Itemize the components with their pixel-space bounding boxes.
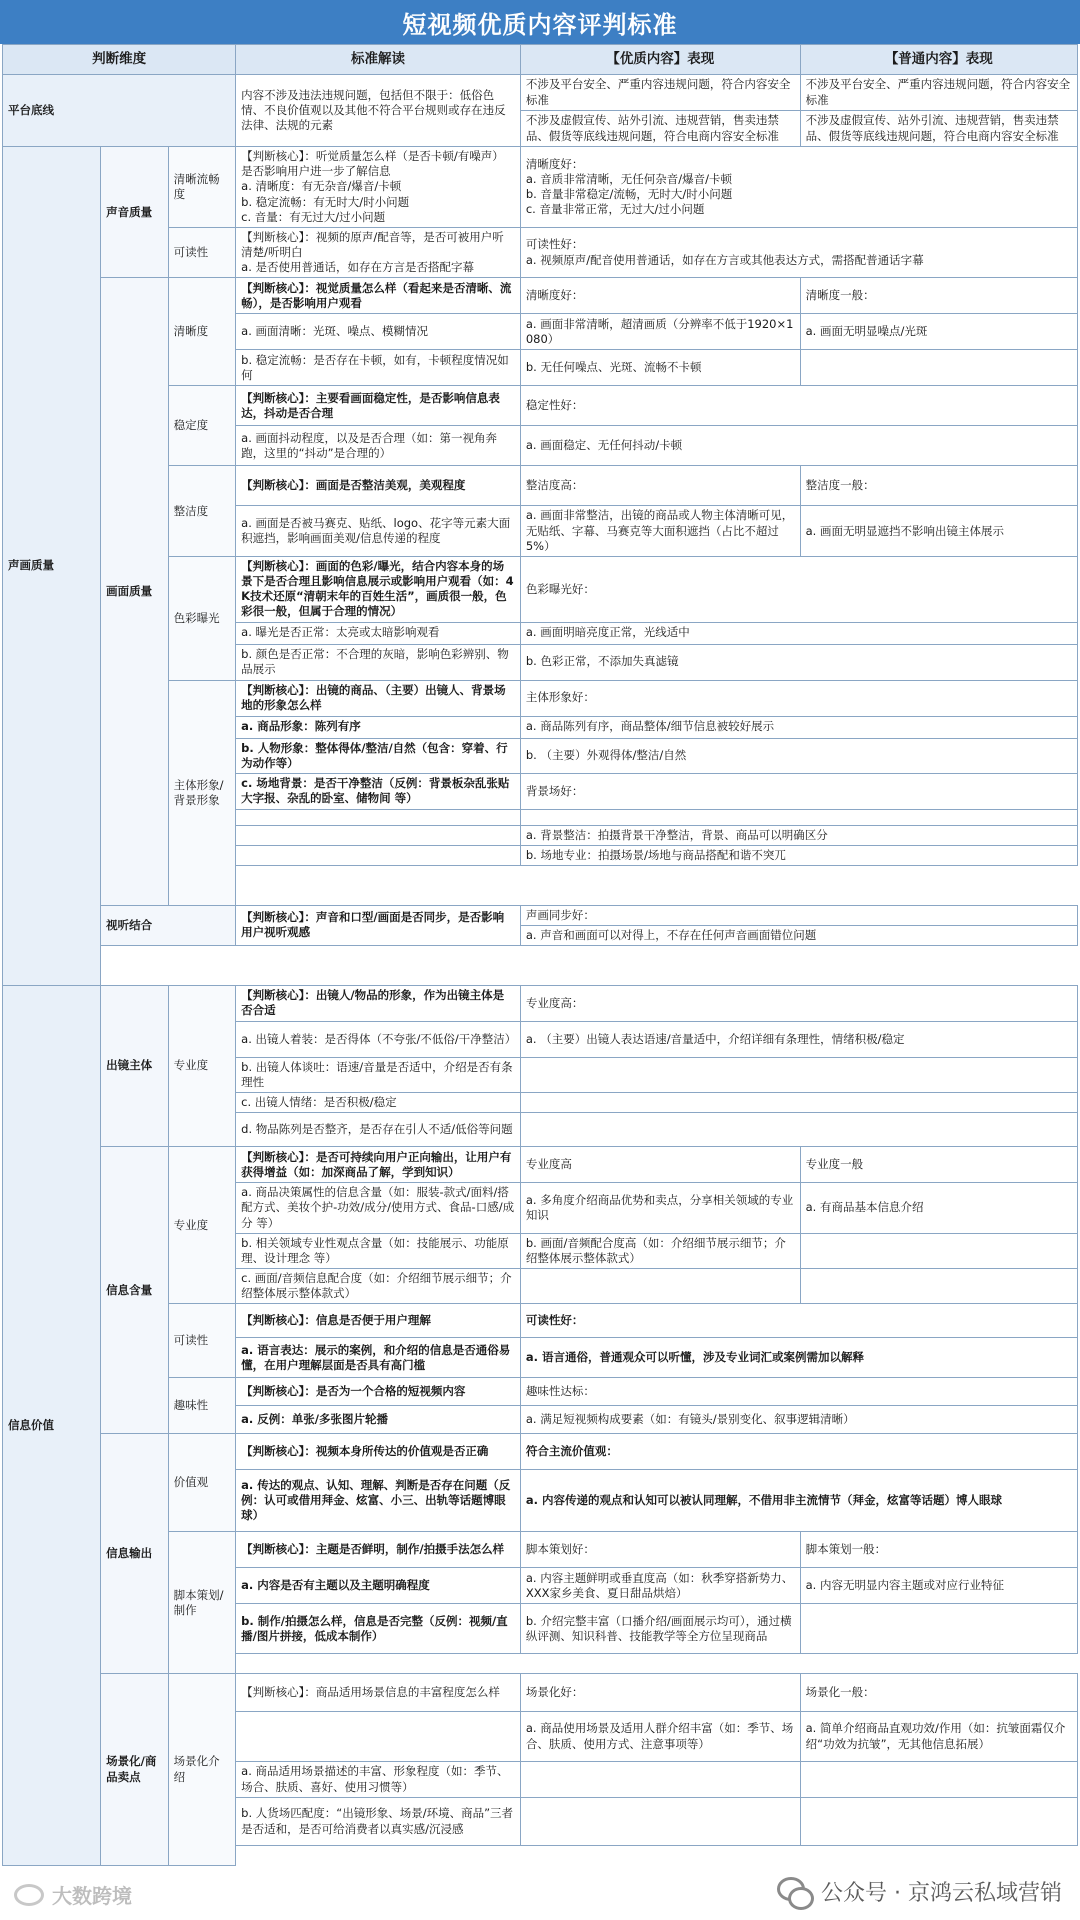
item-scene-intro: 场景化介绍 — [168, 1674, 236, 1866]
empty-cell — [800, 1233, 1077, 1268]
content-pro-a-normal: a. 有商品基本信息介绍 — [800, 1183, 1077, 1234]
empty-cell — [520, 1057, 1077, 1092]
empty-cell — [520, 1113, 1077, 1147]
content-fun-a: a. 反例：单张/多张图片轮播 — [236, 1406, 521, 1434]
empty-cell — [236, 825, 521, 845]
sub-info-output: 信息输出 — [101, 1434, 168, 1674]
col-header-normal: 【普通内容】表现 — [800, 45, 1077, 75]
section-platform: 平台底线 — [3, 75, 236, 147]
platform-desc: 内容不涉及违法违规问题，包括但不限于：低俗色情、不良价值观以及其他不符合平台规则或存在违反法律、法规的元素 — [236, 75, 521, 147]
table-row — [3, 278, 1078, 314]
output-script-normal-head: 脚本策划一般： — [800, 1532, 1077, 1568]
empty-cell — [520, 1093, 1077, 1113]
platform-good-2: 不涉及虚假宣传、站外引流、违规营销，售卖违禁品、假货等底线违规问题，符合电商内容安全标准 — [520, 111, 800, 147]
left-watermark-text: 大数跨境 — [52, 1884, 132, 1908]
platform-normal-1: 不涉及平台安全、严重内容违规问题，符合内容安全标准 — [800, 75, 1077, 111]
presenter-d: d. 物品陈列是否整齐，是否存在引人不适/低俗等问题 — [236, 1113, 521, 1147]
table-row — [3, 1434, 1078, 1470]
item-content-fun: 趣味性 — [168, 1378, 236, 1434]
empty-cell — [236, 809, 521, 825]
empty-cell — [520, 809, 1077, 825]
sound-readability-desc: 【判断核心】：视频的原声/配音等，是否可被用户听清楚/听明白 a. 是否使用普通话，如存在方言是否搭配字幕 — [236, 227, 521, 278]
picture-neatness-normal-head: 整洁度一般： — [800, 466, 1077, 506]
picture-stability-a-good: a. 画面稳定、无任何抖动/卡顿 — [520, 426, 1077, 466]
content-fun-good-head: 趣味性达标： — [520, 1378, 1077, 1406]
picture-image-good-head: 主体形象好： — [520, 680, 1077, 716]
picture-clarity-a: a. 画面清晰：光斑、噪点、模糊情况 — [236, 314, 521, 350]
sub-presenter: 出镜主体 — [101, 985, 168, 1147]
table-row — [3, 1147, 1078, 1183]
sound-readability-good: 可读性好： a. 视频原声/配音使用普通话，如存在方言或其他表达方式，需搭配普通话字幕 — [520, 227, 1077, 278]
picture-image-c-good-2: b. 场地专业：拍摄场景/场地与商品搭配和谐不突兀 — [520, 846, 1077, 866]
content-pro-a-good: a. 多角度介绍商品优势和卖点，分享相关领域的专业知识 — [520, 1183, 800, 1234]
picture-color-core: 【判断核心】：画面的色彩/曝光，结合内容本身的场景下是否合理且影响信息展示或影响用户观看（如：4K技术还原“清朝末年的百姓生活”，画质很一般，色彩很一般，但属于合理的情况） — [236, 556, 521, 622]
empty-cell — [800, 1269, 1077, 1304]
footer — [0, 1866, 1080, 1920]
picture-image-a: a. 商品形象：陈列有序 — [236, 716, 521, 738]
table-row — [3, 75, 1078, 111]
picture-neatness-core: 【判断核心】：画面是否整洁美观，美观程度 — [236, 466, 521, 506]
item-output-value: 价值观 — [168, 1434, 236, 1532]
item-sound-readability: 可读性 — [168, 227, 236, 278]
presenter-core: 【判断核心】：出镜人/物品的形象，作为出镜主体是否合适 — [236, 985, 521, 1021]
picture-neatness-a: a. 画面是否被马赛克、贴纸、logo、花字等元素大面积遮挡，影响画面美观/信息传递的程度 — [236, 506, 521, 557]
av-sync-good: a. 声音和画面可以对得上，不存在任何声音画面错位问题 — [520, 925, 1077, 945]
picture-clarity-b-good: b. 无任何噪点、光斑、流畅不卡顿 — [520, 350, 800, 386]
wechat-icon — [777, 1877, 811, 1907]
picture-stability-core: 【判断核心】：主要看画面稳定性，是否影响信息表达，抖动是否合理 — [236, 386, 521, 426]
content-read-core: 【判断核心】：信息是否便于用户理解 — [236, 1304, 521, 1338]
sub-info-scene: 场景化/商品卖点 — [101, 1674, 168, 1866]
item-picture-neatness: 整洁度 — [168, 466, 236, 557]
content-fun-a-good: a. 满足短视频构成要素（如：有镜头/景别变化、叙事逻辑清晰） — [520, 1406, 1077, 1434]
content-read-good-head: 可读性好： — [520, 1304, 1077, 1338]
picture-color-a: a. 曝光是否正常：太亮或太暗影响观看 — [236, 622, 521, 644]
sub-picture-quality: 画面质量 — [101, 278, 168, 905]
picture-clarity-good-head: 清晰度好： — [520, 278, 800, 314]
content-pro-b: b. 相关领域专业性观点含量（如：技能展示、功能原理、设计理念 等） — [236, 1233, 521, 1268]
brand-logo-icon — [14, 1884, 44, 1906]
empty-cell — [800, 1798, 1077, 1846]
picture-image-a-good: a. 商品陈列有序，商品整体/细节信息被较好展示 — [520, 716, 1077, 738]
platform-good-1: 不涉及平台安全、严重内容违规问题，符合内容安全标准 — [520, 75, 800, 111]
output-value-good-head: 符合主流价值观： — [520, 1434, 1077, 1470]
item-sound-clarity: 清晰流畅度 — [168, 147, 236, 228]
empty-cell — [800, 350, 1077, 386]
content-read-a-good: a. 语言通俗，普通观众可以听懂，涉及专业词汇或案例需加以解释 — [520, 1338, 1077, 1378]
picture-color-good-head: 色彩曝光好： — [520, 556, 1077, 622]
output-script-core: 【判断核心】：主题是否鲜明，制作/拍摄手法怎么样 — [236, 1532, 521, 1568]
picture-image-c-head: 背景场好： — [520, 773, 1077, 809]
picture-stability-a: a. 画面抖动程度，以及是否合理（如：第一视角奔跑，这里的“抖动”是合理的） — [236, 426, 521, 466]
item-output-script: 脚本策划/制作 — [168, 1532, 236, 1674]
section-av: 声画质量 — [3, 147, 101, 986]
section-info: 信息价值 — [3, 985, 101, 1865]
item-presenter-pro: 专业度 — [168, 985, 236, 1147]
sub-av-sync: 视听结合 — [101, 905, 236, 945]
scene-a: a. 商品适用场景描述的丰富、形象程度（如：季节、场合、肤质、喜好、使用习惯等） — [236, 1762, 521, 1798]
picture-clarity-normal-head: 清晰度一般： — [800, 278, 1077, 314]
picture-clarity-a-normal: a. 画面无明显噪点/光斑 — [800, 314, 1077, 350]
empty-cell — [236, 846, 521, 866]
content-pro-core: 【判断核心】：是否可持续向用户正向输出，让用户有获得增益（如：加深商品了解，学到知识） — [236, 1147, 521, 1183]
picture-neatness-good-head: 整洁度高： — [520, 466, 800, 506]
presenter-good-head: 专业度高： — [520, 985, 1077, 1021]
output-value-a-good: a. 内容传递的观点和认知可以被认同理解，不借用非主流情节（拜金，炫富等话题）博人眼球 — [520, 1470, 1077, 1532]
criteria-table — [2, 44, 1078, 1866]
av-sync-good-head: 声画同步好： — [520, 905, 1077, 925]
picture-stability-good-head: 稳定性好： — [520, 386, 1077, 426]
scene-core: 【判断核心】：商品适用场景信息的丰富程度怎么样 — [236, 1674, 521, 1712]
col-header-dimension: 判断维度 — [3, 45, 236, 75]
content-pro-good-head: 专业度高 — [520, 1147, 800, 1183]
picture-clarity-b: b. 稳定流畅：是否存在卡顿，如有，卡顿程度情况如何 — [236, 350, 521, 386]
platform-normal-2: 不涉及虚假宣传、站外引流、违规营销，售卖违禁品、假货等底线违规问题，符合电商内容安全标准 — [800, 111, 1077, 147]
empty-cell — [520, 1762, 800, 1798]
sound-clarity-desc: 【判断核心】：听觉质量怎么样（是否卡顿/有噪声）是否影响用户进一步了解信息 a. 清晰度：有无杂音/爆音/卡顿 b. 稳定流畅：有无时大/时小问题 c. 音量：有无过大/过小问题 — [236, 147, 521, 228]
col-header-interpretation: 标准解读 — [236, 45, 521, 75]
picture-image-c-good-1: a. 背景整洁：拍摄背景干净整洁，背景、商品可以明确区分 — [520, 825, 1077, 845]
content-pro-a: a. 商品决策属性的信息含量（如：服装-款式/面料/搭配方式、美妆个护-功效/成分/使用方式、食品-口感/成分 等） — [236, 1183, 521, 1234]
sub-info-content: 信息含量 — [101, 1147, 168, 1434]
table-row — [3, 147, 1078, 228]
scene-normal-1: a. 简单介绍商品直观功效/作用（如：抗皱面霜仅介绍“功效为抗皱”，无其他信息拓展） — [800, 1712, 1077, 1762]
output-script-good-head: 脚本策划好： — [520, 1532, 800, 1568]
picture-clarity-core: 【判断核心】：视觉质量怎么样（看起来是否清晰、流畅），是否影响用户观看 — [236, 278, 521, 314]
sound-clarity-good: 清晰度好： a. 音质非常清晰，无任何杂音/爆音/卡顿 b. 音量非常稳定/流畅，无时大/时小问题 c. 音量非常正常，无过大/过小问题 — [520, 147, 1077, 228]
item-picture-image: 主体形象/背景形象 — [168, 680, 236, 905]
content-pro-b-good: b. 画面/音频配合度高（如：介绍细节展示细节；介绍整体展示整体款式） — [520, 1233, 800, 1268]
output-value-a: a. 传达的观点、认知、理解、判断是否存在问题（反例：认可或借用拜金、炫富、小三、出轨等话题博眼球） — [236, 1470, 521, 1532]
picture-clarity-a-good: a. 画面非常清晰，超清画质（分辨率不低于1920×1080） — [520, 314, 800, 350]
av-sync-core: 【判断核心】：声音和口型/画面是否同步，是否影响用户视听观感 — [236, 905, 521, 945]
presenter-a: a. 出镜人着装：是否得体（不夸张/不低俗/干净整洁） — [236, 1021, 521, 1057]
presenter-a-good: a. （主要）出镜人表达语速/音量适中，介绍详细有条理性，情绪积极/稳定 — [520, 1021, 1077, 1057]
output-script-a-good: a. 内容主题鲜明或垂直度高（如：秋季穿搭新势力、XXX家乡美食、夏日甜品烘焙） — [520, 1568, 800, 1604]
output-value-core: 【判断核心】：视频本身所传达的价值观是否正确 — [236, 1434, 521, 1470]
item-content-pro: 专业度 — [168, 1147, 236, 1304]
output-script-b: b. 制作/拍摄怎么样，信息是否完整（反例：视频/直播/图片拼接，低成本制作） — [236, 1604, 521, 1654]
item-picture-stability: 稳定度 — [168, 386, 236, 466]
picture-image-c: c. 场地背景：是否干净整洁（反例：背景板杂乱张贴大字报、杂乱的卧室、储物间 等） — [236, 773, 521, 809]
output-script-b-good: b. 介绍完整丰富（口播介绍/画面展示均可），通过横纵评测、知识科普、技能教学等全方位呈现商品 — [520, 1604, 800, 1654]
table-row — [3, 905, 1078, 925]
scene-good-head: 场景化好： — [520, 1674, 800, 1712]
scene-good-1: a. 商品使用场景及适用人群介绍丰富（如：季节、场合、肤质、使用方式、注意事项等） — [520, 1712, 800, 1762]
presenter-c: c. 出镜人情绪：是否积极/稳定 — [236, 1093, 521, 1113]
picture-color-a-good: a. 画面明暗亮度正常，光线适中 — [520, 622, 1077, 644]
scene-b: b. 人货场匹配度：“出镜形象、场景/环境、商品”三者是否适和，是否可给消费者以真实感/沉浸感 — [236, 1798, 521, 1846]
output-script-a-normal: a. 内容无明显内容主题或对应行业特征 — [800, 1568, 1077, 1604]
col-header-quality: 【优质内容】表现 — [520, 45, 800, 75]
picture-neatness-a-normal: a. 画面无明显遮挡不影响出镜主体展示 — [800, 506, 1077, 557]
presenter-b: b. 出镜人体谈吐：语速/音量是否适中，介绍是否有条理性 — [236, 1057, 521, 1092]
right-watermark — [777, 1876, 1062, 1907]
page-title: 短视频优质内容评判标准 — [0, 0, 1080, 44]
empty-cell — [800, 1604, 1077, 1654]
empty-cell — [520, 1269, 800, 1304]
content-pro-c: c. 画面/音频信息配合度（如：介绍细节展示细节；介绍整体展示整体款式） — [236, 1269, 521, 1304]
item-picture-color: 色彩曝光 — [168, 556, 236, 680]
item-content-read: 可读性 — [168, 1304, 236, 1378]
picture-image-b-good: b. （主要）外观得体/整洁/自然 — [520, 738, 1077, 773]
empty-cell — [236, 1712, 521, 1762]
left-watermark — [14, 1880, 132, 1909]
empty-cell — [520, 1798, 800, 1846]
picture-color-b: b. 颜色是否正常：不合理的灰暗，影响色彩辨别、物品展示 — [236, 644, 521, 680]
content-pro-normal-head: 专业度一般 — [800, 1147, 1077, 1183]
sub-sound-quality: 声音质量 — [101, 147, 168, 278]
right-watermark-text: 公众号 · 京鸿云私域营销 — [821, 1881, 1062, 1906]
table-header-row — [3, 45, 1078, 75]
content-read-a: a. 语言表达：展示的案例，和介绍的信息是否通俗易懂，在用户理解层面是否具有高门槛 — [236, 1338, 521, 1378]
picture-color-b-good: b. 色彩正常，不添加失真滤镜 — [520, 644, 1077, 680]
table-row — [3, 1674, 1078, 1712]
output-script-a: a. 内容是否有主题以及主题明确程度 — [236, 1568, 521, 1604]
picture-image-b: b. 人物形象：整体得体/整洁/自然（包含：穿着、行为动作等） — [236, 738, 521, 773]
content-fun-core: 【判断核心】：是否为一个合格的短视频内容 — [236, 1378, 521, 1406]
table-row — [3, 985, 1078, 1021]
scene-normal-head: 场景化一般： — [800, 1674, 1077, 1712]
picture-neatness-a-good: a. 画面非常整洁，出镜的商品或人物主体清晰可见，无贴纸、字幕、马赛克等大面积遮挡（占比不超过5%） — [520, 506, 800, 557]
empty-cell — [800, 1762, 1077, 1798]
picture-image-core: 【判断核心】：出镜的商品、（主要）出镜人、背景场地的形象怎么样 — [236, 680, 521, 716]
item-picture-clarity: 清晰度 — [168, 278, 236, 386]
